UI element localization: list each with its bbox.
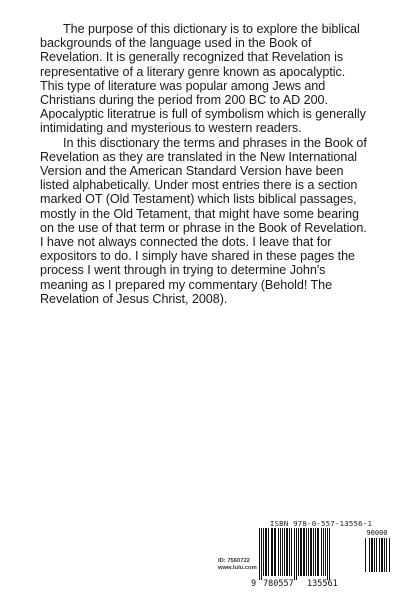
barcode-bar (263, 528, 264, 576)
barcode-addon-digits: 90000 (366, 529, 388, 537)
barcode-bar (325, 528, 326, 576)
barcode-bar (278, 528, 279, 576)
barcode-bar (306, 528, 307, 576)
isbn-barcode (251, 519, 391, 591)
barcode-addon-bar (379, 538, 380, 572)
barcode-addon-bar (386, 538, 387, 572)
barcode-digit-first: 9 (251, 579, 257, 589)
barcode-bar (298, 528, 299, 576)
barcode-bar (300, 528, 302, 576)
barcode-bar (261, 528, 262, 580)
barcode-addon-bar (389, 538, 390, 572)
barcode-bar (308, 528, 309, 576)
barcode-addon-bar (371, 538, 373, 572)
barcode-bar (280, 528, 281, 576)
cover-blurb (40, 22, 370, 306)
barcode-addon-bar (369, 538, 370, 572)
barcode-bar (294, 528, 295, 580)
barcode-addon-bar (365, 538, 366, 572)
barcode-bar (286, 528, 288, 576)
barcode-bar (321, 528, 322, 576)
barcode-bar (274, 528, 276, 576)
publisher-id: ID: 7560722 (218, 558, 250, 564)
barcode-bar (289, 528, 290, 576)
barcode-bar (284, 528, 285, 576)
barcode-bar (268, 528, 269, 576)
barcode-addon-bar (384, 538, 385, 572)
barcode-bar (323, 528, 324, 576)
barcode-bar (317, 528, 319, 576)
barcode-bar (313, 528, 314, 576)
barcode-bar (315, 528, 316, 576)
barcode-bar (303, 528, 305, 576)
barcode-addon-bar (374, 538, 375, 572)
barcode-bar (282, 528, 283, 576)
barcode-bar (327, 528, 328, 580)
barcode-bar (296, 528, 297, 580)
barcode-digits-right: 135561 (307, 579, 338, 589)
barcode-bar (265, 528, 267, 576)
barcode-addon-bar (381, 538, 383, 572)
barcode-bar (291, 528, 292, 576)
barcode-addon-bar (376, 538, 377, 572)
barcode-bar (310, 528, 312, 576)
barcode-bar (259, 528, 260, 580)
publisher-url: www.lulu.com (218, 565, 257, 571)
barcode-bar (271, 528, 273, 576)
isbn-label: ISBN 978-0-557-13556-1 (269, 519, 373, 528)
barcode-bar (329, 528, 330, 580)
blurb-paragraph-2: In this disctionary the terms and phrases in the Book of Revelation as they are translated in the New International Version and the American Standard Version have been listed alphabetically. Under most entries there is a section marked OT (Old Testament) which lists biblical passages, mostly in the Old Tetament, that might have some bearing on the use of that term or phrase in the Book of Revelation. I have not always connected the dots. I leave that for expositors to do. I simply have shared in these pages the process I went through in trying to determine John's meaning as I prepared my commentary (Behold! The Revelation of Jesus Christ, 2008). (40, 135, 367, 306)
blurb-paragraph-1: The purpose of this dictionary is to explore the biblical backgrounds of the language used in the Book of Revelation. It is generally recognized that Revelation is representative of a literary genre known as apocalyptic. This type of literature was popular among Jews and Christians during the period from 200 BC to AD 200. Apocalyptic literatrue is full of symbolism which is generally intimidating and mysterious to western readers. (40, 22, 366, 136)
barcode-digits-left: 780557 (263, 579, 294, 589)
